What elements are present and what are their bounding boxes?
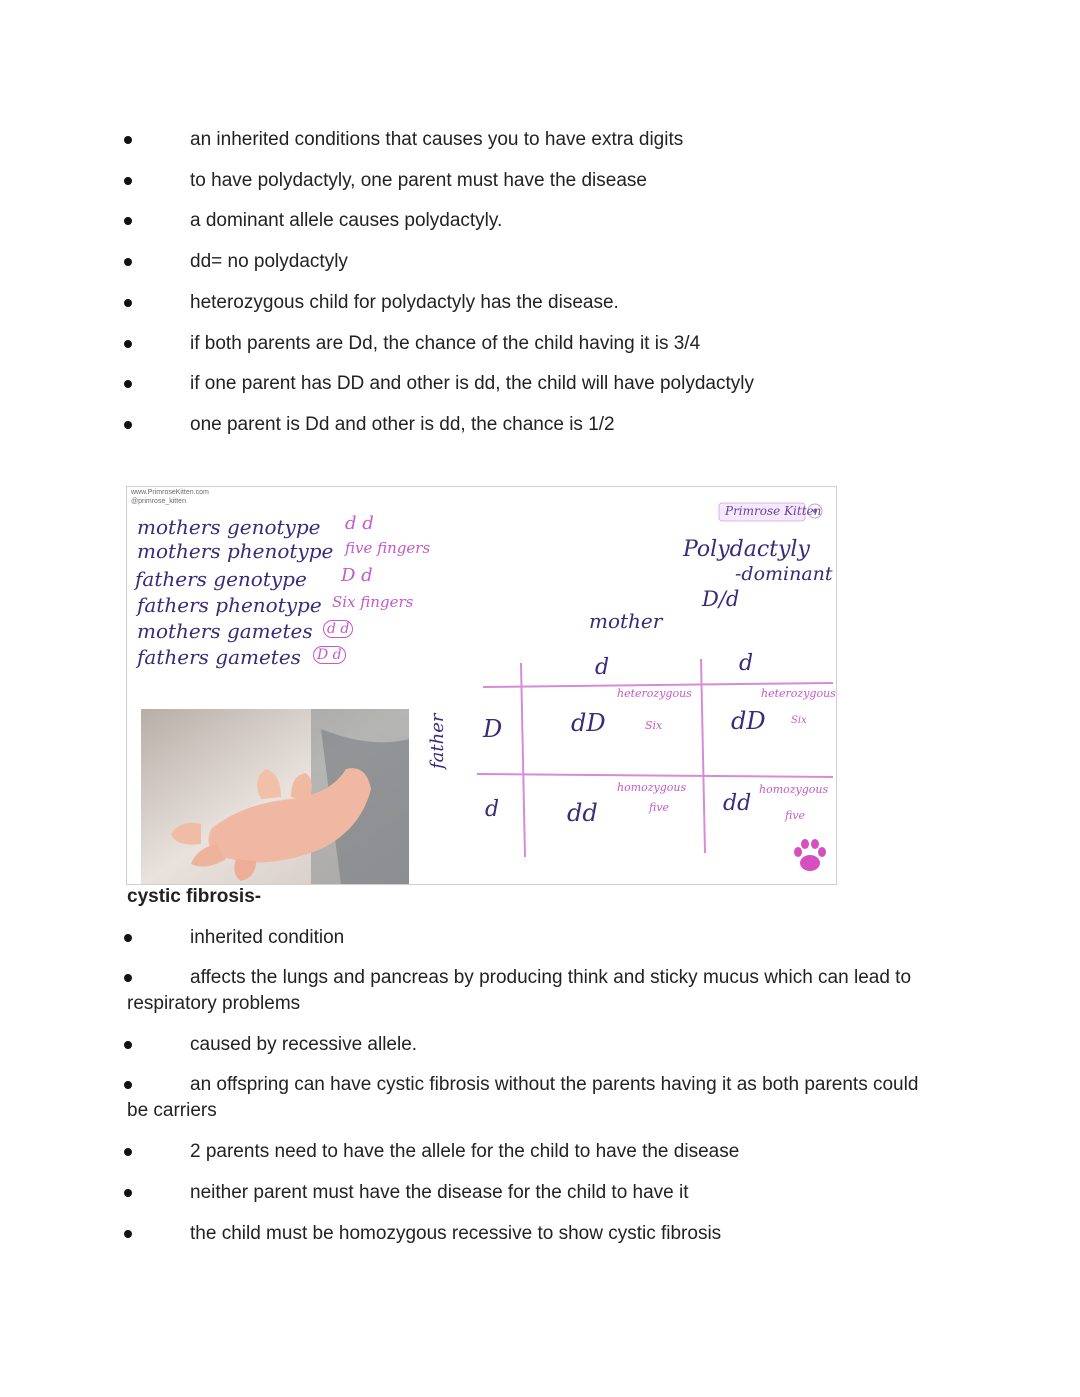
paw-print-icon (791, 837, 829, 875)
bullet-icon (124, 136, 132, 144)
cell-phenotype: five (785, 809, 806, 822)
cell-type: homozygous (617, 781, 687, 794)
bullet-icon (124, 299, 132, 307)
website-credit: www.PrimroseKitten.com (131, 489, 209, 496)
cell-genotype: dD (731, 707, 766, 735)
mothers-genotype-label: mothers genotype (137, 515, 321, 539)
mothers-phenotype-label: mothers phenotype (137, 539, 334, 563)
bullet-icon (124, 421, 132, 429)
bullet-icon (124, 258, 132, 266)
section-heading: cystic fibrosis- (127, 886, 262, 907)
cell-genotype: dd (567, 799, 598, 827)
brand-name: Primrose Kitten (725, 504, 822, 518)
cell-phenotype: Six (791, 715, 807, 726)
bullet-icon (124, 1148, 132, 1156)
cell-phenotype: Six (645, 719, 663, 732)
bullet-icon (124, 340, 132, 348)
bullet-icon (124, 1041, 132, 1049)
bullet-icon (124, 380, 132, 388)
bullet-icon (124, 1230, 132, 1238)
handle-credit: @primrose_kitten (131, 498, 186, 505)
bullet-icon (124, 1081, 132, 1089)
bullet-icon (124, 974, 132, 982)
bullet-icon (124, 1189, 132, 1197)
cell-genotype: dD (571, 709, 606, 737)
fathers-phenotype-value: Six fingers (332, 593, 414, 611)
bullet-icon (124, 177, 132, 185)
cell-phenotype: five (649, 801, 670, 814)
punnett-grid (127, 487, 836, 884)
figure-title: Polydactyly (683, 537, 810, 562)
fathers-genotype-label: fathers genotype (135, 567, 307, 591)
father-allele-2: d (485, 797, 500, 822)
bullet-icon (124, 217, 132, 225)
fathers-genotype-value: D d (341, 565, 373, 586)
cell-type: heterozygous (761, 687, 836, 700)
mothers-gametes-label: mothers gametes (137, 619, 313, 643)
father-allele-1: D (483, 715, 503, 743)
fathers-gametes-value: D d (313, 646, 346, 664)
fathers-gametes-label: fathers gametes (137, 645, 301, 669)
mothers-gametes-value: d d (323, 620, 353, 638)
mother-label: mother (589, 609, 663, 633)
fathers-phenotype-label: fathers phenotype (137, 593, 322, 617)
mother-allele-1: d (595, 655, 610, 680)
cell-genotype: dd (723, 791, 752, 816)
polydactyly-figure (126, 486, 837, 885)
mothers-genotype-value: d d (345, 513, 374, 534)
cell-type: heterozygous (617, 687, 692, 700)
allele-note: D/d (702, 587, 740, 611)
cell-type: homozygous (759, 783, 829, 796)
father-label: father (427, 713, 448, 769)
dominant-note: -dominant (735, 563, 833, 585)
mothers-phenotype-value: five fingers (345, 539, 431, 557)
bullet-icon (124, 934, 132, 942)
mother-allele-2: d (739, 651, 754, 676)
